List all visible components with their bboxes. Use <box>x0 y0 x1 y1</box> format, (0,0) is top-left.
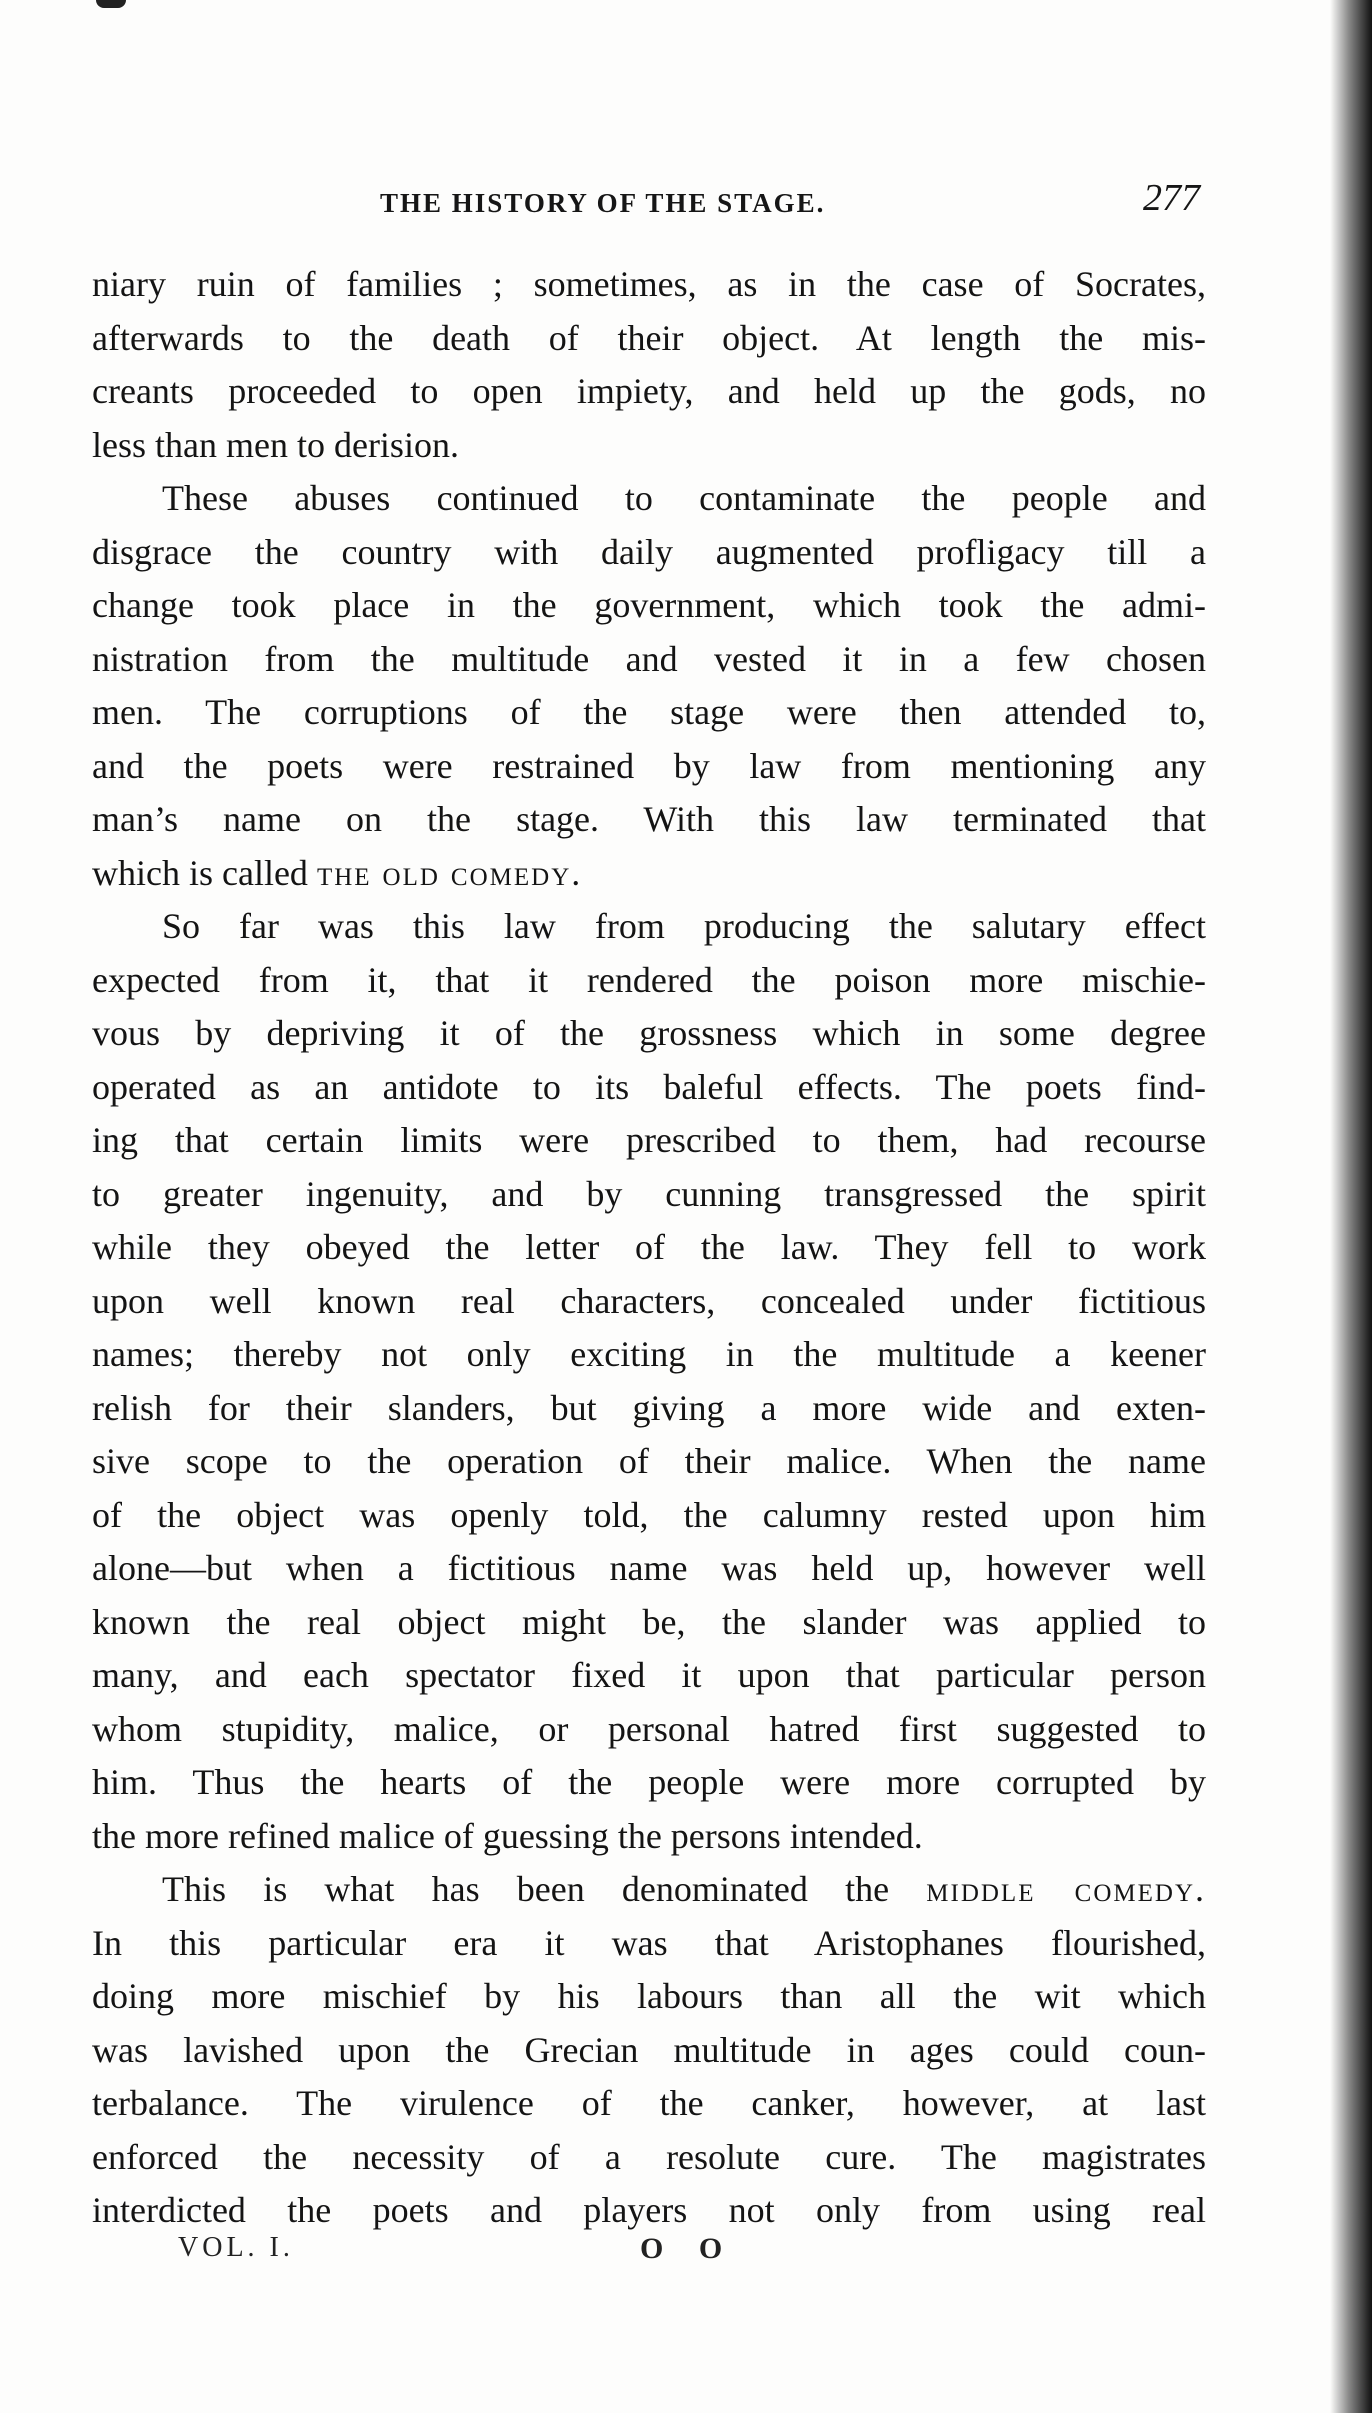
text-line <box>92 847 1206 901</box>
text-line: doing more mischief by his labours than all the wit which <box>92 1976 1206 2016</box>
text-line: whom stupidity, malice, or personal hatred first suggested to <box>92 1708 1206 1749</box>
text-line: creants proceeded to open impiety, and held up the gods, no <box>92 371 1206 411</box>
text-line: nistration from the multitude and vested it in a few chosen <box>92 638 1206 679</box>
text-line: These abuses continued to contaminate the people and <box>162 478 1206 518</box>
text-line-prefix: which is called <box>92 852 317 893</box>
text-line: sive scope to the operation of their malice. When the name <box>92 1441 1206 1481</box>
text-line: ing that certain limits were prescribed to them, had recourse <box>92 1120 1206 1160</box>
text-line: vous by depriving it of the grossness which in some degree <box>92 1013 1206 1053</box>
text-line: relish for their slanders, but giving a more wide and exten- <box>92 1387 1206 1428</box>
text-line: So far was this law from producing the salutary effect <box>162 906 1206 946</box>
text-line: upon well known real characters, concealed under fictitious <box>92 1280 1206 1321</box>
text-line: operated as an antidote to its baleful effects. The poets find- <box>92 1066 1206 1107</box>
page-number: 277 <box>1143 177 1200 219</box>
text-line: afterwards to the death of their object. At length the mis- <box>92 317 1206 358</box>
text-line: man’s name on the stage. With this law terminated that <box>92 799 1206 839</box>
text-line: the more refined malice of guessing the persons intended. <box>92 1815 923 1856</box>
text-line: interdicted the poets and players not only from using real <box>92 2190 1206 2230</box>
text-line: was lavished upon the Grecian multitude in ages could coun- <box>92 2029 1206 2070</box>
body-text <box>92 258 1206 2238</box>
text-line <box>92 1863 1206 1917</box>
term-old-comedy: the old comedy. <box>316 852 583 893</box>
text-line: terbalance. The virulence of the canker, however, at last <box>92 2083 1206 2123</box>
text-line: niary ruin of families ; sometimes, as in the case of Socrates, <box>92 264 1206 304</box>
text-line: less than men to derision. <box>92 424 459 465</box>
volume-signature: VOL. I. <box>178 2232 294 2263</box>
text-line: many, and each spectator fixed it upon that particular person <box>92 1655 1206 1695</box>
text-line: and the poets were restrained by law from mentioning any <box>92 745 1206 786</box>
term-middle-comedy: middle comedy. <box>926 1869 1206 1909</box>
sheet-signature: O O <box>640 2232 737 2265</box>
text-line: to greater ingenuity, and by cunning transgressed the spirit <box>92 1173 1206 1214</box>
text-line: known the real object might be, the slander was applied to <box>92 1601 1206 1642</box>
text-line: of the object was openly told, the calumny rested upon him <box>92 1494 1206 1535</box>
paragraph-2 <box>92 472 1206 900</box>
paragraph-3 <box>92 900 1206 1863</box>
text-line: expected from it, that it rendered the poison more mischie- <box>92 959 1206 1000</box>
paragraph-4 <box>92 1863 1206 2238</box>
text-line: disgrace the country with daily augmented profligacy till a <box>92 531 1206 572</box>
ink-mark <box>96 0 126 8</box>
text-line: him. Thus the hearts of the people were more corrupted by <box>92 1762 1206 1802</box>
paragraph-1 <box>92 258 1206 472</box>
text-line: In this particular era it was that Aristophanes flourished, <box>92 1922 1206 1963</box>
page-edge-shadow <box>1330 0 1372 2413</box>
text-line-prefix: This is what has been denominated the <box>162 1869 927 1909</box>
running-header <box>90 176 1200 236</box>
text-line: men. The corruptions of the stage were then attended to, <box>92 692 1206 732</box>
text-line: while they obeyed the letter of the law. They fell to work <box>92 1227 1206 1267</box>
text-line: change took place in the government, which took the admi- <box>92 585 1206 625</box>
text-line: alone—but when a fictitious name was held up, however well <box>92 1548 1206 1588</box>
running-title: THE HISTORY OF THE STAGE. <box>380 188 826 218</box>
text-line: names; thereby not only exciting in the multitude a keener <box>92 1334 1206 1374</box>
text-line: enforced the necessity of a resolute cure. The magistrates <box>92 2136 1206 2177</box>
